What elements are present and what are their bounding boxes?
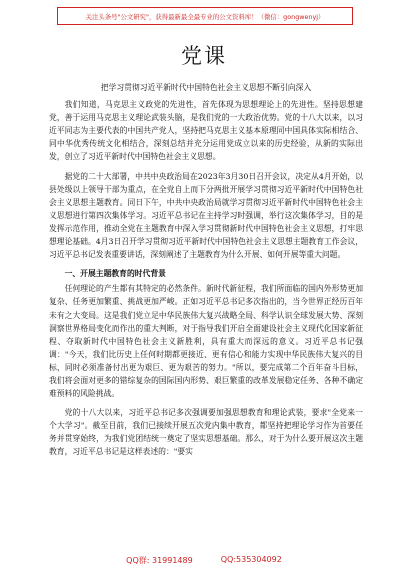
top-banner: [57, 7, 353, 25]
footer-qq-group: QQ群: 31991489: [126, 556, 193, 565]
paragraph: 任何理论的产生都有其特定的必然条件。新时代新征程，我们所面临的国内外形势更加复杂、任务更加繁重、挑战更加严峻。正如习近平总书记多次指出的，当今世界正经历百年未有之大变局。这是我们党立足中华民族伟大复兴战略全局、科学认识全球发展大势、深刻洞察世界格局变化而作出的重大判断，对于指导我们开启全面建设社会主义现代化国家新征程、夺取新时代中国特色社会主义新胜利，具有重大而深远的意义。习近平总书记强调："今天，我们比历史上任何时期都更接近、更有信心和能力实现中华民族伟大复兴的目标，同时必须准备付出更为艰巨、更为艰苦的努力。"所以，要完成第二个百年奋斗目标，我们将会面对更多的错综复杂的国际国内形势、艰巨繁重的改革发展稳定任务、各种不确定难预料的风险挑战。: [49, 284, 363, 399]
footer-qq: QQ:535304092: [220, 555, 282, 564]
paragraph: 据党的二十大部署，中共中央政治局在2023年3月30日召开会议，决定从4月开始，以县处级以上领导干部为重点，在全党自上而下分两批开展学习贯彻习近平新时代中国特色社会主义思想主题教育。同日下午，中共中央政治局就学习贯彻习近平新时代中国特色社会主义思想进行第四次集体学习。习近平总书记在主持学习时强调，举行这次集体学习，目的是发挥示范作用，推动全党在主题教育中深入学习贯彻新时代中国特色社会主义思想，打牢思想理论基础。4月3日召开学习贯彻习近平新时代中国特色社会主义思想主题教育工作会议，习近平总书记发表重要讲话，深刻阐述了主题教育为什么开展、如何开展等重大问题。: [49, 171, 363, 260]
paragraph: 党的十八大以来，习近平总书记多次强调要加强思想教育和理论武装，要求"全党来一个大学习"。截至目前，我们已接续开展五次党内集中教育，都坚持把理论学习作为首要任务并贯穿始终，为我们党团结统一奠定了坚实思想基础。那么，对于为什么要开展这次主题教育，习近平总书记是这样表述的："要实: [49, 408, 363, 457]
document-subtitle: 把学习贯彻习近平新时代中国特色社会主义思想不断引向深入: [100, 83, 312, 92]
banner-text: 关注头条号"公文研究"，获得最新最全最专业的公文资料库！（微信：gongwenyj）: [85, 12, 325, 21]
document-body: [49, 81, 363, 465]
paragraph: 我们知道，马克思主义政党的先进性，首先体现为思想理论上的先进性。坚持思想建党，善于运用马克思主义理论武装头脑，是我们党的一大政治优势。党的十八大以来，以习近平同志为主要代表的中国共产党人，坚持把马克思主义基本原理同中国具体实际相结合、同中华优秀传统文化相结合，深刻总结并充分运用党成立以来的历史经验，从新的实际出发，创立了习近平新时代中国特色社会主义思想。: [49, 100, 363, 162]
document-title: 党课: [181, 44, 227, 68]
footer: [0, 555, 408, 566]
section-heading: 一、开展主题教育的时代背景: [64, 269, 166, 279]
